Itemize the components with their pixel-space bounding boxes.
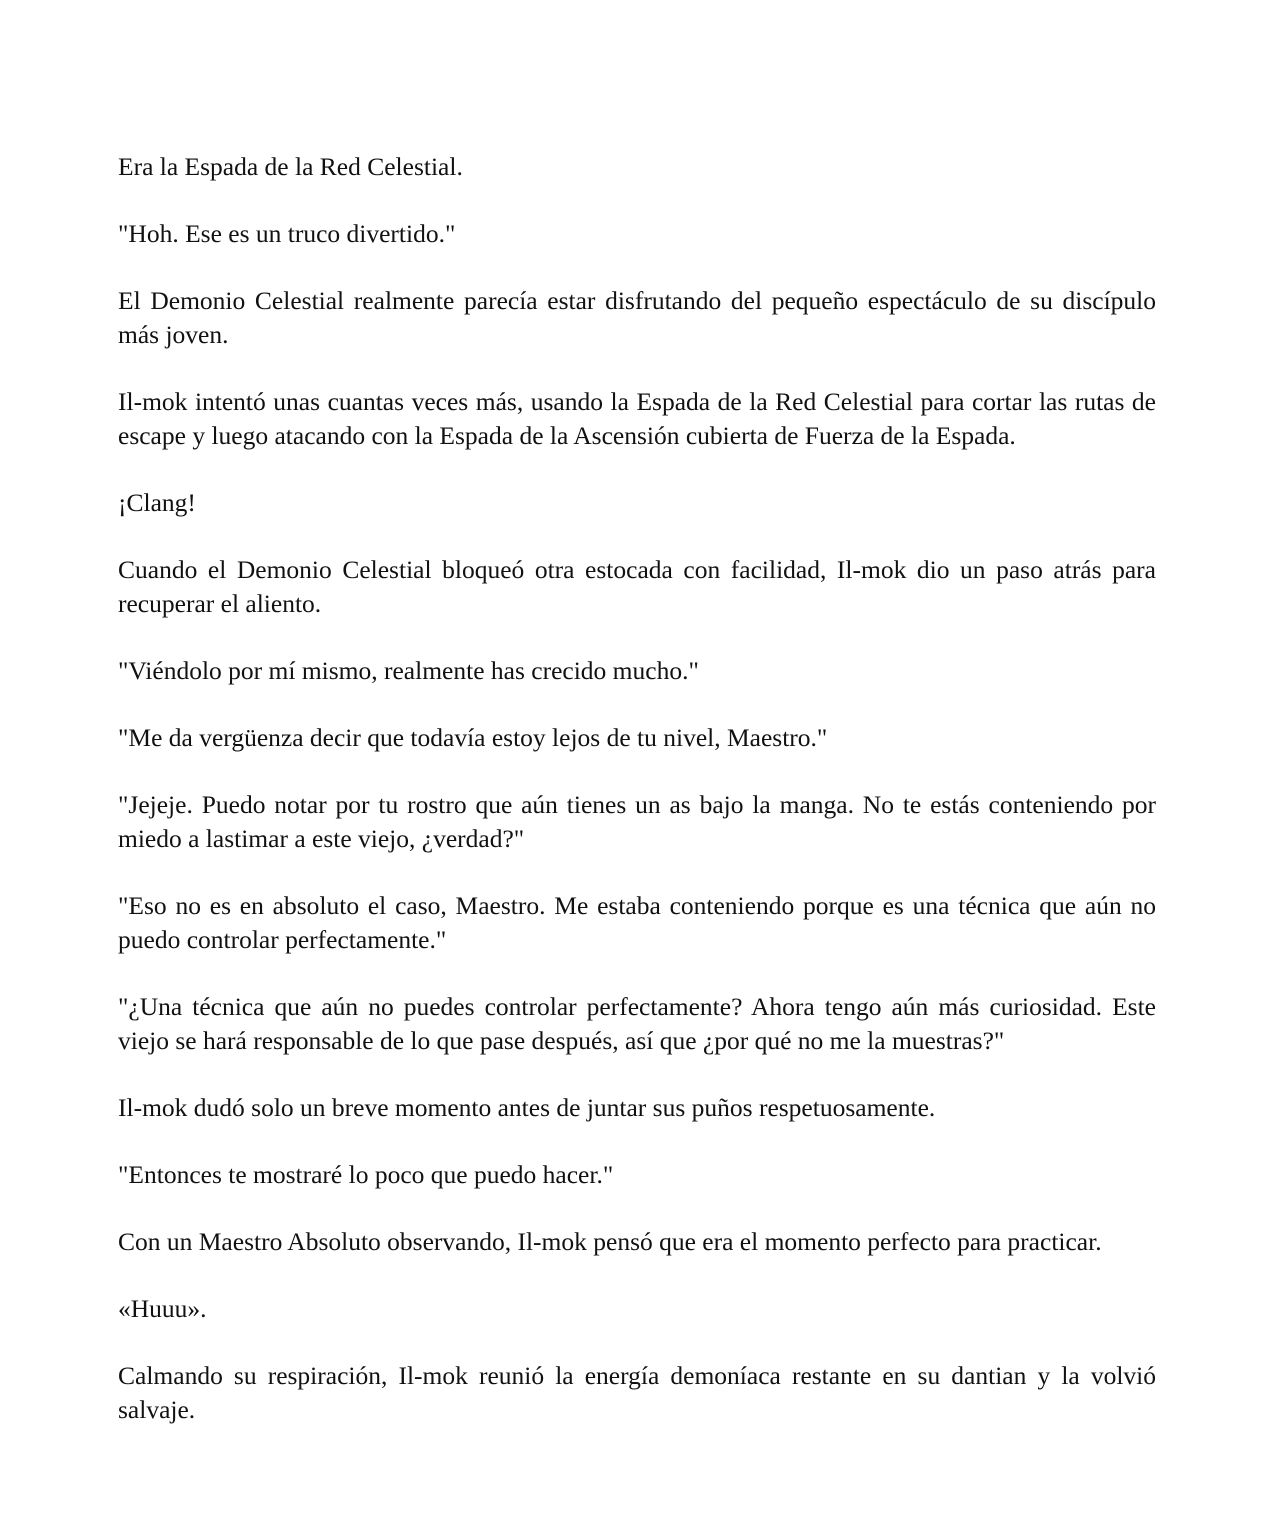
- paragraph: Calmando su respiración, Il-mok reunió la energía demoníaca restante en su dantian y la volvió salvaje.: [118, 1361, 1156, 1424]
- paragraph: Era la Espada de la Red Celestial.: [118, 152, 463, 181]
- document-body: [118, 150, 1156, 1427]
- paragraph: Cuando el Demonio Celestial bloqueó otra estocada con facilidad, Il-mok dio un paso atrás para recuperar el aliento.: [118, 555, 1156, 618]
- paragraph: Il-mok dudó solo un breve momento antes de juntar sus puños respetuosamente.: [118, 1093, 936, 1122]
- paragraph: "Hoh. Ese es un truco divertido.": [118, 219, 456, 248]
- paragraph: "¿Una técnica que aún no puedes controlar perfectamente? Ahora tengo aún más curiosidad. Este viejo se hará responsable de lo que pase después, así que ¿por qué no me la muestras?": [118, 992, 1156, 1055]
- paragraph: El Demonio Celestial realmente parecía estar disfrutando del pequeño espectáculo de su discípulo más joven.: [118, 286, 1156, 349]
- paragraph: "Me da vergüenza decir que todavía estoy lejos de tu nivel, Maestro.": [118, 723, 828, 752]
- paragraph: ¡Clang!: [118, 488, 196, 517]
- paragraph: "Jejeje. Puedo notar por tu rostro que aún tienes un as bajo la manga. No te estás conteniendo por miedo a lastimar a este viejo, ¿verdad?": [118, 790, 1156, 853]
- paragraph: "Viéndolo por mí mismo, realmente has crecido mucho.": [118, 656, 699, 685]
- paragraph: Il-mok intentó unas cuantas veces más, usando la Espada de la Red Celestial para cortar las rutas de escape y luego atacando con la Espada de la Ascensión cubierta de Fuerza de la Espada.: [118, 387, 1156, 450]
- paragraph: "Entonces te mostraré lo poco que puedo hacer.": [118, 1160, 614, 1189]
- paragraph: "Eso no es en absoluto el caso, Maestro. Me estaba conteniendo porque es una técnica que aún no puedo controlar perfectamente.": [118, 891, 1156, 954]
- paragraph: Con un Maestro Absoluto observando, Il-mok pensó que era el momento perfecto para practicar.: [118, 1227, 1102, 1256]
- paragraph: «Huuu».: [118, 1294, 207, 1323]
